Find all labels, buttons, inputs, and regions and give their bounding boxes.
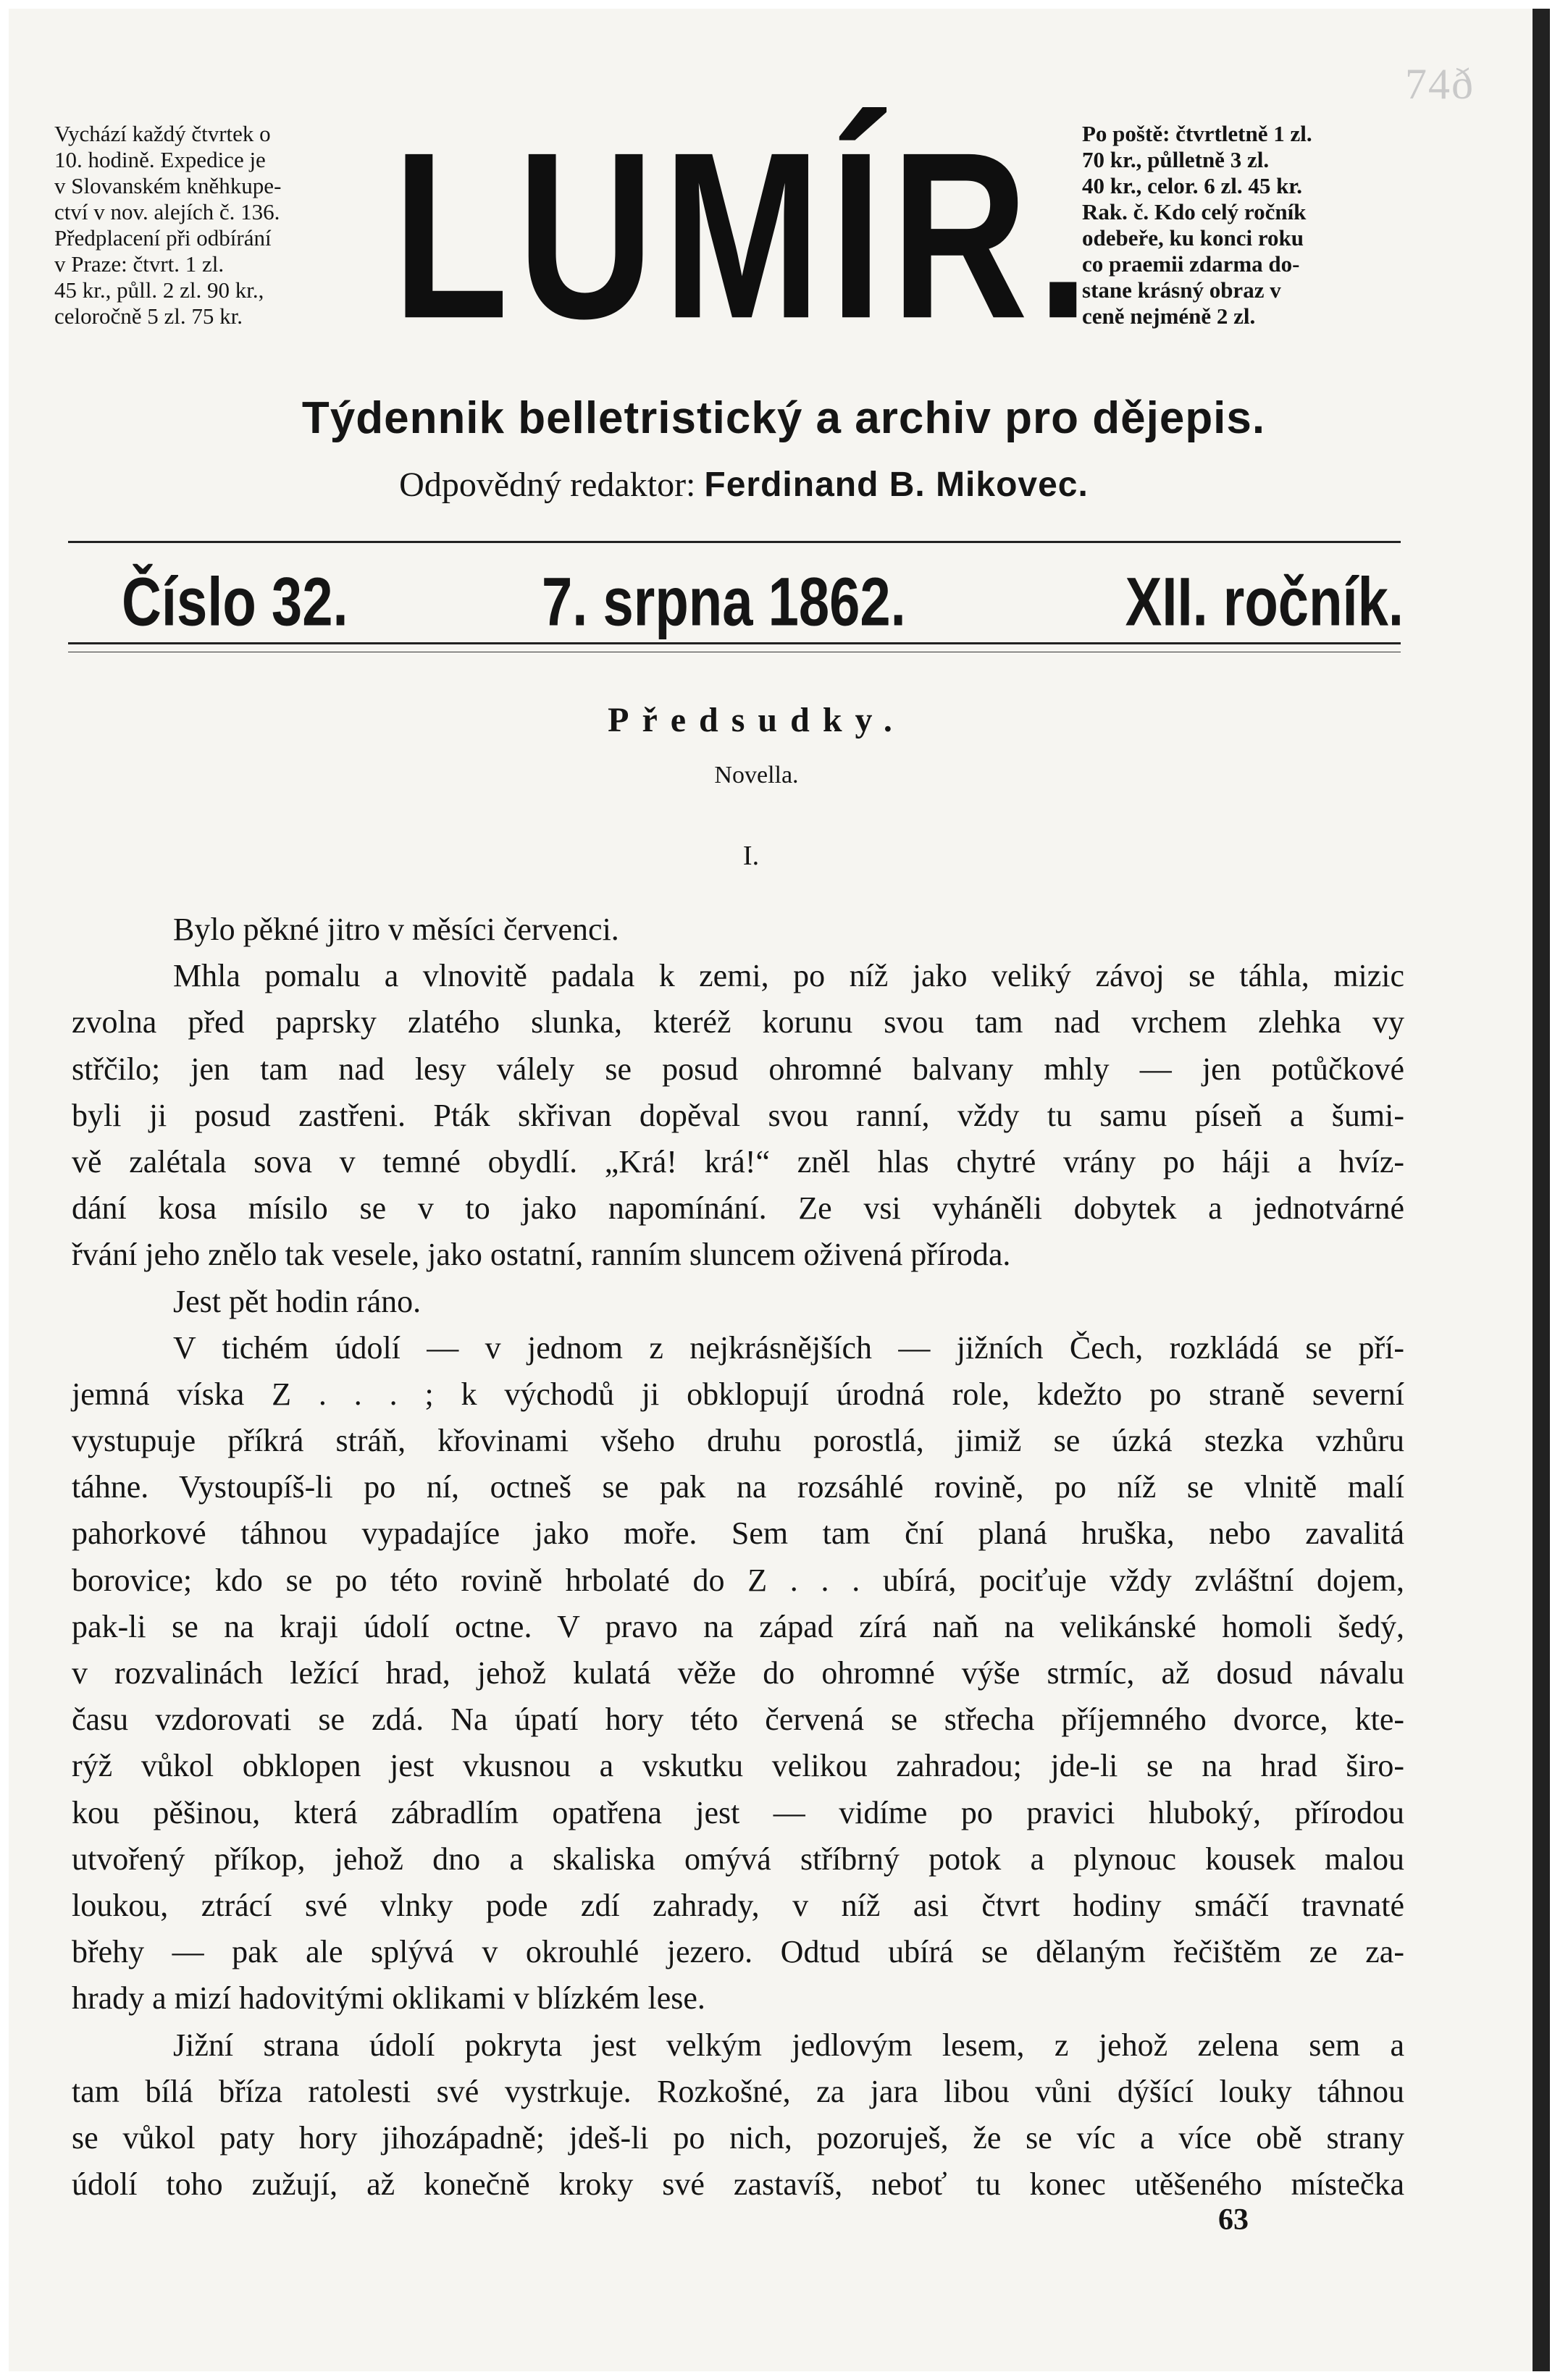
- left-note-line: 10. hodině. Expedice je: [54, 147, 266, 172]
- right-note-line: ceně nejméně 2 zl.: [1082, 303, 1256, 329]
- left-note-line: Vychází každý čtvrtek o: [54, 121, 271, 146]
- body-line: v rozvalinách ležící hrad, jehož kulatá věže do ohromné výše strmíc, až dosud návalu: [72, 1655, 1404, 1691]
- body-line: zvolna před paprsky zlatého slunka, kteréž korunu svou tam nad vrchem zlehka vy: [72, 1004, 1404, 1040]
- right-note-line: Rak. č. Kdo celý ročník: [1082, 199, 1307, 224]
- body-line: utvořený příkop, jehož dno a skaliska omývá stříbrný potok a plynouc kousek malou: [72, 1841, 1404, 1877]
- body-line: jemná víska Z . . . ; k východů ji obklopují úrodná role, kdežto po straně severní: [72, 1376, 1404, 1412]
- right-note-line: odebeře, ku konci roku: [1082, 225, 1304, 251]
- left-note-line: v Slovanském kněhkupe-: [54, 173, 282, 198]
- body-line: táhne. Vystoupíš-li po ní, octneš se pak na rozsáhlé rovině, po níž se vlnitě malí: [72, 1469, 1404, 1505]
- divider-bottom: [68, 642, 1401, 644]
- issue-volume: XII. ročník.: [1125, 563, 1404, 641]
- body-line: kou pěšinou, která zábradlím opatřena jest — vidíme po pravici hluboký, přírodou: [72, 1794, 1404, 1830]
- article-body: [72, 907, 1404, 2208]
- body-line: rýž vůkol obklopen jest vkusnou a vskutku velikou zahradou; jde-li se na hrad širo-: [72, 1748, 1404, 1784]
- page-number: 63: [1218, 2203, 1249, 2237]
- body-line: pahorkové táhnou vypadajíce jako moře. Sem tam ční planá hruška, nebo zavalitá: [72, 1515, 1404, 1552]
- left-note-line: ctví v nov. alejích č. 136.: [54, 199, 280, 224]
- left-note-line: Předplacení při odbírání: [54, 225, 272, 251]
- newspaper-page: [9, 9, 1550, 2371]
- body-line: vystupuje příkrá stráň, křovinami všeho druhu porostlá, jimiž se úzká stezka vzhůru: [72, 1423, 1404, 1459]
- scan-mark: 74ð: [1405, 60, 1475, 108]
- left-note-line: v Praze: čtvrt. 1 zl.: [54, 251, 225, 277]
- story-title: Předsudky.: [608, 701, 905, 739]
- subscription-info-left: [54, 121, 380, 329]
- body-line: střčilo; jen tam nad lesy válely se posud ohromné balvany mhly — jen potůčkové: [72, 1051, 1404, 1087]
- body-line: údolí toho zužují, až konečně kroky své zastavíš, neboť tu konec utěšeného místečka: [72, 2166, 1404, 2203]
- story-genre: Novella.: [714, 762, 799, 789]
- left-note-line: 45 kr., půll. 2 zl. 90 kr.,: [54, 277, 264, 303]
- body-line: Bylo pěkné jitro v měsíci červenci.: [173, 912, 619, 947]
- body-line: vě zalétala sova v temné obydlí. „Krá! krá!“ zněl hlas chytré vrány po háji a hvíz-: [72, 1143, 1404, 1180]
- body-line: pak-li se na kraji údolí octne. V pravo na západ zírá naň na velikánské homoli šedý,: [72, 1608, 1404, 1644]
- masthead-title: LUMÍR.: [393, 103, 1099, 369]
- body-line: byli ji posud zastřeni. Pták skřivan dopěval svou ranní, vždy tu samu píseň a šumi-: [72, 1097, 1404, 1133]
- body-line: hrady a mizí hadovitými oklikami v blízkém lese.: [72, 1980, 705, 2017]
- body-line: V tichém údolí — v jednom z nejkrásnějších — jižních Čech, rozkládá se pří-: [173, 1329, 1404, 1366]
- body-line: času vzdorovati se zdá. Na úpatí hory této červená se střecha příjemného dvorce, kte-: [72, 1702, 1404, 1738]
- right-note-line: 70 kr., půlletně 3 zl.: [1082, 147, 1270, 172]
- body-line: Jižní strana údolí pokryta jest velkým jedlovým lesem, z jehož zelena sem a: [173, 2027, 1404, 2063]
- body-line: dání kosa mísilo se v to jako napomínání. Ze vsi vyháněli dobytek a jednotvárné: [72, 1190, 1404, 1227]
- right-note-line: co praemii zdarma do-: [1082, 251, 1300, 277]
- divider-top: [68, 541, 1401, 543]
- body-line: borovice; kdo se po této rovině hrbolaté do Z . . . ubírá, pociťuje vždy zvláštní dojem,: [72, 1562, 1404, 1598]
- right-note-line: stane krásný obraz v: [1082, 277, 1281, 303]
- body-line: Mhla pomalu a vlnovitě padala k zemi, po níž jako veliký závoj se táhla, mizic: [173, 958, 1404, 994]
- publication-subtitle: Týdennik belletristický a archiv pro dějepis.: [301, 393, 1266, 443]
- left-note-line: celoročně 5 zl. 75 kr.: [54, 303, 243, 329]
- right-note-line: Po poště: čtvrtletně 1 zl.: [1082, 121, 1312, 146]
- editor-name: Ferdinand B. Mikovec.: [704, 466, 1089, 504]
- right-note-line: 40 kr., celor. 6 zl. 45 kr.: [1082, 173, 1302, 198]
- issue-number: Číslo 32.: [122, 563, 348, 641]
- issue-date: 7. srpna 1862.: [542, 563, 906, 641]
- subscription-info-right: [1082, 121, 1412, 329]
- body-line: Jest pět hodin ráno.: [173, 1283, 422, 1319]
- issue-info: [122, 563, 1404, 653]
- body-line: tam bílá bříza ratolesti své vystrkuje. Rozkošné, za jara libou vůni dýšící louky táhnou: [72, 2073, 1404, 2109]
- chapter-number: I.: [742, 841, 760, 871]
- editor-line: [9, 465, 1479, 505]
- body-line: břehy — pak ale splývá v okrouhlé jezero. Odtud ubírá se dělaným řečištěm ze za-: [72, 1934, 1404, 1970]
- body-line: řvání jeho znělo tak vesele, jako ostatní, ranním sluncem oživená příroda.: [72, 1237, 1011, 1273]
- body-line: loukou, ztrácí své vlnky pode zdí zahrady, v níž asi čtvrt hodiny smáčí travnaté: [72, 1887, 1404, 1923]
- editor-label: Odpovědný redaktor:: [399, 466, 705, 504]
- body-line: se vůkol paty hory jihozápadně; jdeš-li po nich, pozoruješ, že se víc a více obě strany: [72, 2119, 1404, 2156]
